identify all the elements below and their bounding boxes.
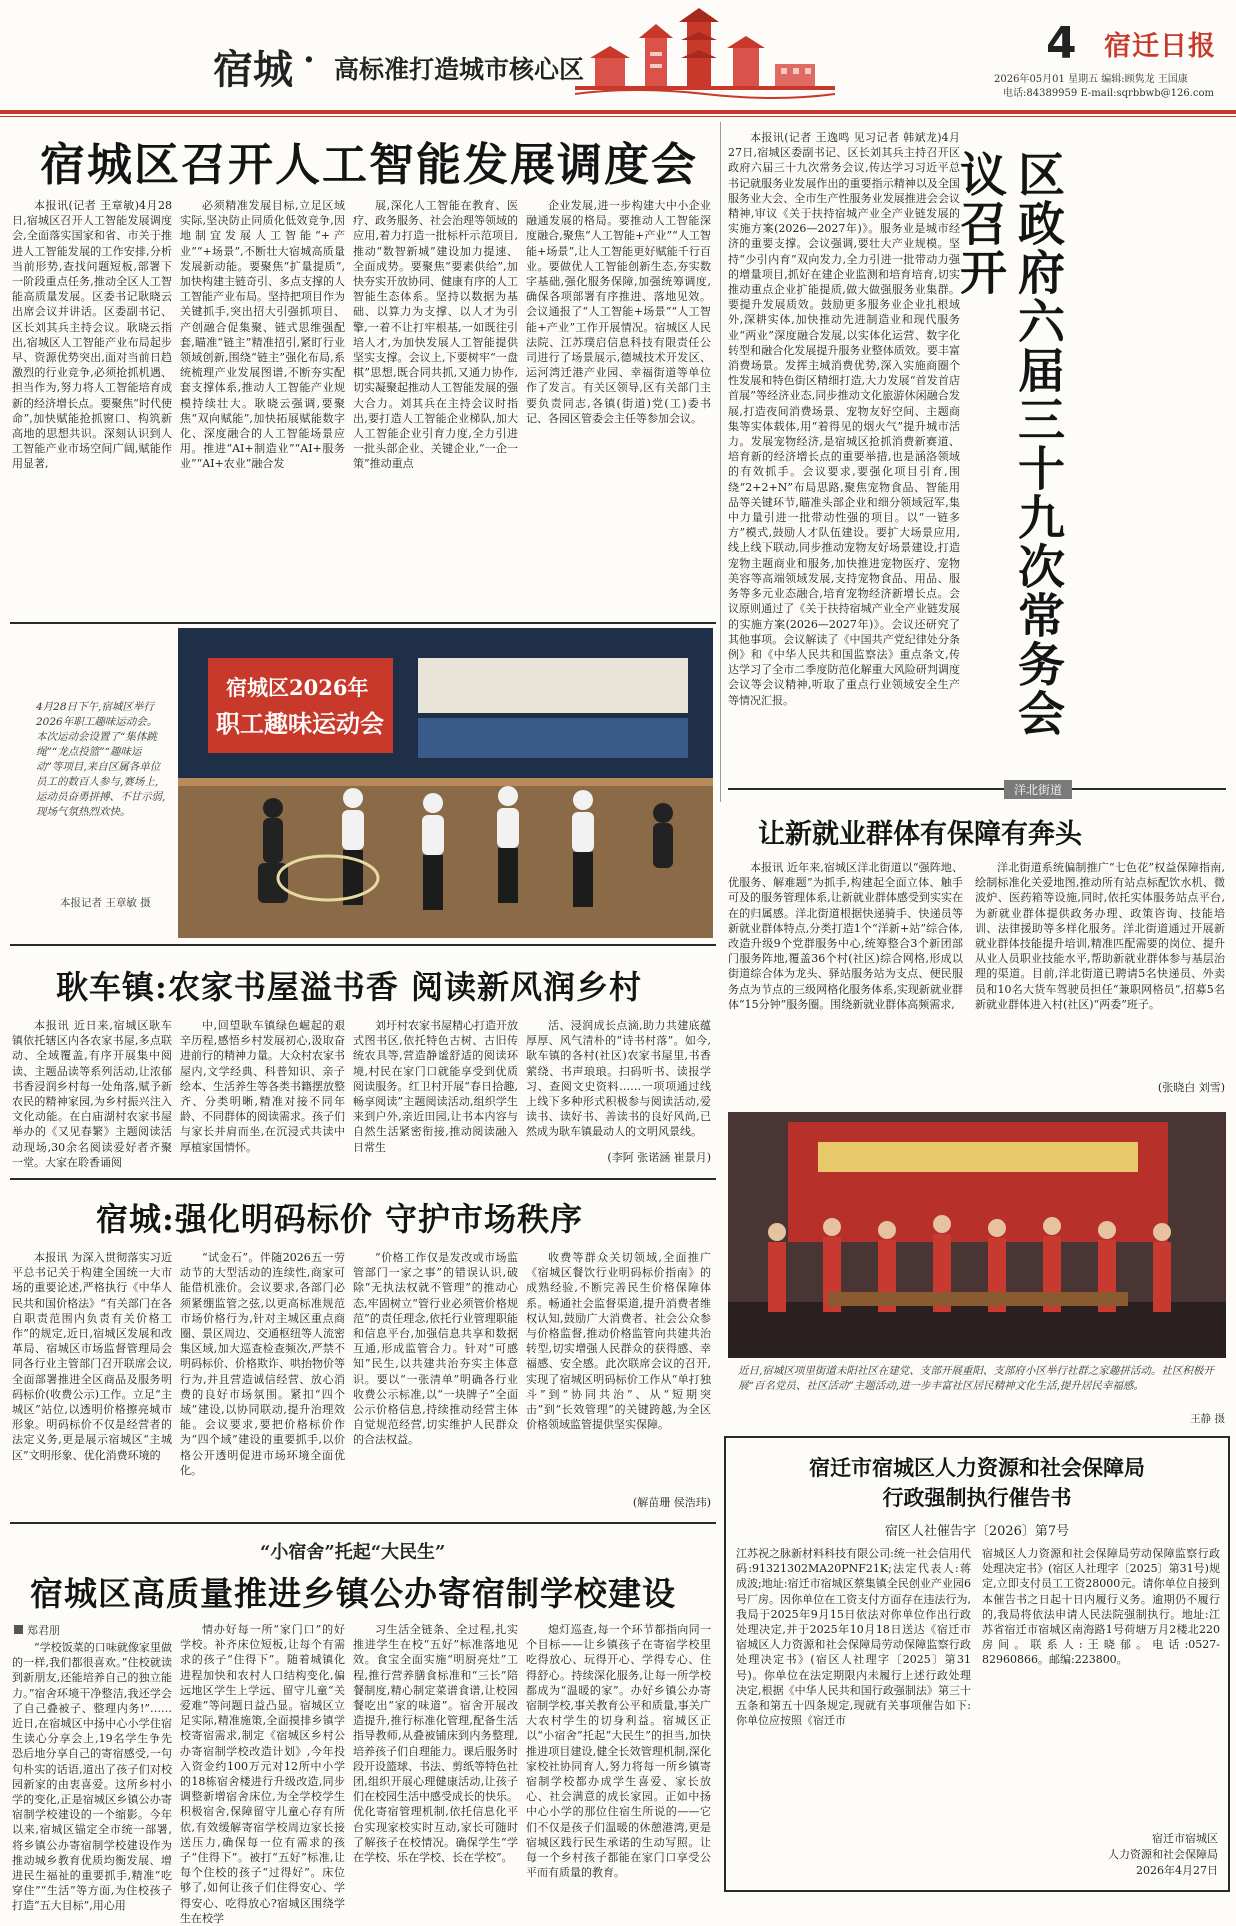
masthead [0,0,1236,116]
masthead-rule-thin [0,116,1236,117]
notice-doc-number: 宿区人社催告字〔2026〕第7号 [884,1524,1070,1539]
community-event-photo [728,1112,1226,1358]
article4-col3: 刘圩村农家书屋精心打造开放式图书区,依托特色古树、古旧传统农具等,营造静谧舒适的阅读环境,村民在家门口就能享受到优质阅读服务。红卫村开展“春日拾趣,畅享阅读”主题阅读活动,组织学生来到户外,亲近田园,让书本内容与自然生活紧密衔接,推动阅读融入日常生 [353,1019,518,1154]
banner-line1: 宿城区2026年 [226,675,369,700]
section-rule-3 [10,944,716,946]
pagoda-illustration-icon [575,8,835,100]
article3-title: 让新就业群体有保障有奔头 [758,819,1082,850]
article5-col1: 本报讯 为深入贯彻落实习近平总书记关于构建全国统一大市场的重要论述,严格执行《中华人民共和国价格法》“有关部门在各自职责范围内负责有关价格工作”的规定,近日,宿城区发展和改革局、宿城区市场监督管理局会同各行业主管部门召开联席会议,全面部署推进全区商品及服务明码标价(收费公示)工作。立足“主城区”站位,以透明价格擦亮城市形象。明码标价不仅是经营者的法定义务,更是展示宿城区“主城区”文明形象、优化消费环境的 [12,1251,172,1462]
date-line: 2026年05月01 星期五 编辑:顾隽龙 王国康 [994,74,1188,85]
article6-col1: “学校饭菜的口味就像家里做的一样,我们都很喜欢。”住校就读到新朋友,还能培养自己的独立能力。”宿舍环境干净整洁,我还学会了自己叠被子、整理内务!”……近日,在宿城区中扬中心小学住宿生读心分享会上,19名学生争先恐后地分享自己的寄宿感受,一句句朴实的话语,道出了孩子们对校园新家的由衷喜爱。这所乡村小学的变化,正是宿城区乡镇公办寄宿制学校建设的一个缩影。今年以来,宿城区锚定全市统一部署,将乡镇公办寄宿制学校建设作为推动城乡教育优质均衡发展、增进民生福祉的重要抓手,精准“吃穿住”“生活”等方面,为住校孩子打造“五大目标”,用心用 [12,1641,172,1913]
notice-title-line1: 宿迁市宿城区人力资源和社会保障局 [809,1455,1145,1480]
column-divider [720,122,721,802]
notice-col2-text: 宿城区人力资源和社会保障局劳动保障监察行政处理决定书》(宿区人社理字〔2025〕第31号)规定,立即支付员工工资28000元。请你单位自接到本催告书之日起十日内履行义务。逾期仍不履行的,我局将依法申请人民法院强制执行。地址:江苏省宿迁市宿城区南海路1号荷塘万月2楼北220房间。联系人:王晓郁。电话:0527-82960866。邮编:223800。 [982,1547,1220,1667]
article4-col2: 中,回望耿车镇绿色崛起的艰辛历程,感悟乡村发展初心,汲取奋进前行的精神力量。大众村农家书屋内,文学经典、科普知识、亲子绘本、生活养生等各类书籍摆放整齐、分类明晰,精准对接不同年龄、不同群体的阅读需求。孩子们与家长并肩而坐,在沉浸式共读中厚植家国情怀。 [180,1019,345,1154]
masthead-slogan: 高标准打造城市核心区 [334,55,585,84]
article6-byline [14,1622,60,1638]
article5-title: 宿城:强化明码标价 守护市场秩序 [96,1200,583,1238]
photo1-credit: 本报记者 王章敏 摄 [60,897,151,909]
article5-col3: “价格工作仅是发改或市场监管部门一家之事”的错误认识,破除“无执法权就不管理”的推动心态,牢固树立“管行业必须管价格规范”的责任理念,依托行业管理职能和信息平台,加强信息共享和数据互通,形成监管合力。针对“可感知”民生,以共建共治夯实主体意识。要以“一张清单”明确各行业收费公示标准,以“一块牌子”全面公示价格信息,持续推动经营主体自觉规范经营,切实维护人民群众的合法权益。 [353,1251,518,1447]
notice-col2 [982,1546,1220,1786]
section-rule-2 [728,788,1226,790]
contact-line: 电话:84389959 E-mail:sqrbbwb@126.com [1003,88,1214,99]
article3-col2: 洋北街道系统偏制推广“七色花”权益保障指南,绘制标准化关爱地图,推动所有站点标配饮水机、微波炉、医药箱等设施,同时,依托实体服务站点平台,为新就业群体提供政务办理、政策咨询、技能培训、法律援助等多样化服务。洋北街道通过开展新就业群体技能提升培训,精准匹配需要的岗位、提升从业人员职业技能水平,帮助新就业群体参与基层治理的渠道。目前,洋北街道已聘请5名快递员、外卖员和10名大货车驾驶员担任“兼职网格员”,招募5名新就业群体进入村(社区)“两委”班子。 [975,861,1225,1011]
notice-signer2: 人力资源和社会保障局 [1108,1848,1218,1861]
article1-col4: 企业发展,进一步构建大中小企业融通发展的格局。要推动人工智能深度融合,聚焦“人工智能+产业”“人工智能+场景”,让人工智能更好赋能千行百业。要做优人工智能创新生态,夯实数字基础,强化服务保障,加强统筹调度,确保各项部署有序推进、落地见效。会议通报了“人工智能+场景”“人工智能+产业”工作开展情况。宿城区人民法院、江苏璞启信息科技有限责任公司进行了场景展示,德城技术开发区、运河湾迁港产业园、幸福街道等单位作了发言。有关区领导,区有关部门主要负责同志,各镇(街道)党(工)委书记、各园区管委会主任等参加会议。 [526,199,711,425]
article6-col3: 习生活全链条、全过程,扎实推进学生在校“五好”标准落地见效。食宝全面实施“明厨亮灶”工程,推行营养膳食标准和“三长”陪餐制度,精心制定菜谱食谱,让校园餐吃出“家的味道”。宿舍开展改造提升,推行标准化管理,配备生活指导教师,从叠被铺床到内务整理,培养孩子们自理能力。课后服务时段开设篮球、书法、剪纸等特色社团,组织开展心理健康活动,让孩子们在校园生活中感受成长的快乐。优化寄宿管理机制,依托信息化平台实现家校实时互动,家长可随时了解孩子在校情况。确保学生“学在学校、乐在学校、长在学校”。 [353,1623,518,1865]
masthead-district: 宿城 [213,46,293,93]
masthead-rule [0,110,1236,114]
photo1-caption-text: 4月28日下午,宿城区举行2026年职工趣味运动会。本次运动会设置了“集体跳绳”“龙点投篮”“趣味运动”等项目,来自区属各单位员工的数百人参与,赛场上,运动员奋勇拼搏、不甘示弱,现场气氛热烈欢快。 [36,701,166,818]
article6-title: 宿城区高质量推进乡镇公办寄宿制学校建设 [30,1574,676,1613]
article4-credit: (李阿 张诺涵 崔景月) [607,1151,711,1164]
article3-credit: (张晓白 刘雪) [1157,1081,1225,1094]
article5-col4: 收费等群众关切领域,全面推广《宿城区餐饮行业明码标价指南》的成熟经验,不断完善民生价格保障体系。畅通社会监督渠道,提升消费者维权认知,鼓励广大消费者、社会公众参与价格监督,推动价格监管向共建共治转型,切实增强人民群众的获得感、幸福感、安全感。此次联席会议的召开,实现了宿城区明码标价工作从“单打独斗”到“协同共治”、从“短期突击”到“长效管理”的关键跨越,为全区价格领域监管提供坚实保障。 [526,1251,711,1432]
photo1-caption [36,700,166,890]
article4-title: 耿车镇:农家书屋溢书香 阅读新风润乡村 [56,968,642,1006]
section-rule-1 [10,622,716,624]
section-rule-4 [10,1178,716,1180]
article1-col1: 本报讯(记者 王章敏)4月28日,宿城区召开人工智能发展调度会,全面落实国家和省、市关于推进人工智能发展的工作安排,分析当前形势,查找问题短板,部署下一阶段重点任务,推动全区人工智能高质量发展。区委书记耿晓云出席会议并讲话。区委副书记、区长刘其兵主持会议。耿晓云指出,宿城区人工智能产业布局起步早、资源优势突出,面对当前日趋激烈的行业竞争,必须抢抓机遇、担当作为,努力将人工智能培育成新的经济增长点。要聚焦“时代使命”,加快赋能抢抓窗口、构筑新高地的思想共识。深刻认识到人工智能产业市场空间广阔,赋能作用显著, [12,199,172,471]
notice-sign-date: 2026年4月27日 [1136,1864,1218,1877]
article2-vertical-title: 区政府六届三十九次常务会议召开 [952,150,1065,738]
article6-byline-text: 郑君朋 [27,1624,60,1637]
article3-col1: 本报讯 近年来,宿城区洋北街道以“强阵地、优服务、解难题”为抓手,构建起全面立体、触手可及的服务管理体系,让新就业群体感受到实实在在的归属感。洋北街道根据快递骑手、快递员等新就业群体特点,分类打造1个“洋新+站”综合体,改造升级9个党群服务中心,统筹整合3个新团部门服务阵地,覆盖36个村(社区)综合网格,形成以街道综合体为龙头、驿站服务站为支点、便民服务点为节点的三级网格化服务体系,实现新就业群体“15分钟”服务圈。围绕新就业群体高频需求, [728,861,963,1011]
notice-col1-text: 江苏祝之脉新材料科技有限公司:统一社会信用代码:91321302MA20PNF21K;法定代表人:蒋成波;地址:宿迁市宿城区蔡集镇全民创业产业园6号厂房。因你单位在工资支付方面存在违法行为,我局于2025年9月15日依法对你单位作出行政处理决定,并于2025年10月18日送达《宿迁市宿城区人力资源和社会保障局劳动保障监察行政处理决定书》(宿区人社理字〔2025〕第31号)。你单位在法定期限内未履行上述行政处理决定,根据《中华人民共和国行政强制法》第三十五条和第五十四条规定,现就有关事项催告如下:你单位应按照《宿迁市 [736,1547,971,1728]
article6-col2: 情办好每一所“家门口”的好学校。补齐床位短板,让每个有需求的孩子“住得下”。随着城镇化进程加快和农村人口结构变化,偏远地区学生上学远、留守儿童“关爱难”等问题日益凸显。宿城区立足实际,精准施策,全面摸排乡镇学校寄宿需求,制定《宿城区乡村公办寄宿制学校改造计划》,今年投入资金约100万元对12所中小学的18栋宿舍楼进行升级改造,同步调整新增宿舍床位,为全学校学生积极宿舍,保障留守儿童心存有所依,有效缓解寄宿学校周边家长接送压力,确保每一位有需求的孩子“住得下”。被打“五好”标准,让每个住校的孩子“过得好”。床位够了,如何让孩子们住得安心、学得安心、吃得放心?宿城区围绕学生在校学 [180,1623,345,1925]
banner-line2: 职工趣味运动会 [216,709,384,738]
article4-col4: 活、浸润成长点滴,助力共建底蕴厚厚、风气清朴的“诗书村落”。如今,耿车镇的各村(社区)农家书屋里,书香萦绕、书声琅琅。扫码听书、读报学习、查阅文史资料……一项项通过线上线下多种形式积极参与阅读活动,爱读书、读好书、善读书的良好风尚,已然成为耿车镇最动人的文明风景线。 [526,1019,711,1139]
masthead-dot: · [303,40,315,80]
community-event-photo-illustration [728,1112,1226,1358]
notice-title-line2: 行政强制执行催告书 [882,1485,1072,1510]
notice-col1 [736,1546,971,1886]
article5-credit: (解苗珊 侯浩玮) [632,1496,711,1509]
article4-col1: 本报讯 近日来,宿城区耿车镇依托辖区内各农家书屋,多点联动、全域覆盖,有序开展集中阅读、主题品读等系列活动,让浓郁书香浸润乡村每一处角落,赋予新农民的精神家园,为乡村振兴注入文化动能。在白庙湖村农家书屋举办的《又见春繁》主题阅读活动现场,30余名阅读爱好者齐聚一堂。大家在聆香诵阅 [12,1019,172,1169]
article3-tag: 洋北街道 [1004,780,1072,799]
article2-body: 本报讯(记者 王逸鸣 见习记者 韩斌龙)4月27日,宿城区委副书记、区长刘其兵主持召开区政府六届三十九次常务会议,传达学习习近平总书记就服务业发展作出的重要指示精神以及全国服务业大会、全市生产性服务业发展推进会会议精神,审议《关于扶持宿城产业全产业链发展的实施方案(2026—2027年)》。服务业是城市经济的重要支撑。会议强调,要壮大产业规模。坚持“少引内育”双向发力,全力引进一批带动力强的增量项目,抓好在建企业监测和培育培育,切实推动重点企业扩能提质,做大做强服务业集群。要提升发展质效。鼓励更多服务业企业扎根域外,深耕实体,加快推动先进制造业和现代服务业“两业”深度融合发展,以实体化运营、数字化转型和融合化发展提升服务业整体质效。要丰富消费场景。发挥主城消费优势,深入实施商圈个性发展和特色街区精细打造,大力发展“首发首店首展”等经济业态,同步推动文化旅游休闲融合发展,打造夜间消费场景、宠物友好空间、主题商集等实体载体,用“着得见的烟火气”提升城市活力。发展宠物经济,是宿城区抢抓消费新赛道、培育新的经济增长点的重要举措,也是涵洛领域的有效抓手。会议要求,要强化项目引育,围绕“2+2+N”布局思路,聚焦宠物食品、智能用品等关键环节,瞄准头部企业和细分领域冠军,集中力量引进一批带动性强的项目。以“一链多方”模式,鼓励人才队伍建设。要扩大场景应用,线上线下联动,同步推动宠物友好场景建设,打造宠物主题商业和服务,加快推进宠物医疗、宠物美容等高端领域发展,支持宠物食品、用品、服务等多元业态融合,培育宠物经济新增长点。会议原则通过了《关于扶持宿城产业全产业链发展的实施方案(2026—2027年)》。会议还研究了其他事项。会议解读了《中国共产党纪律处分条例》和《中华人民共和国监察法》重点条文,传达学习了全市二季度防范化解重大风险研判调度会议等会议精神,听取了重点行业领域安全生产等情况汇报。 [728,131,960,707]
photo2-credit: 王静 摄 [1190,1413,1225,1425]
article1-title: 宿城区召开人工智能发展调度会 [40,138,699,191]
article6-col4: 熄灯巡查,每一个环节都指向同一个目标——让乡镇孩子在寄宿学校里吃得放心、玩得开心、学得专心、住得舒心。持续深化服务,让每一所学校都成为“温暖的家”。办好乡镇公办寄宿制学校,事关教育公平和质量,事关广大农村学生的切身利益。宿城区正以“小宿舍”托起“大民生”的担当,加快推进项目建设,健全长效管理机制,深化家校社协同育人,努力将每一所乡镇寄宿制学校都办成学生喜爱、家长放心、社会满意的成长家园。正如中扬中心小学的那位住宿生所说的——它们不仅是孩子们温暖的休憩港湾,更是宿城区践行民生承诺的生动写照。让每一个乡村孩子都能在家门口享受公平而有质量的教育。 [526,1623,711,1880]
photo2-caption [738,1364,1223,1412]
article5-col2: “试金石”。伴随2026五一劳动节的大型活动的连续性,商家可能借机涨价。会议要求,各部门必须紧绷监管之弦,以更高标准规范市场价格行为,针对主城区重点商圈、景区周边、交通枢纽等人流密集区域,加大巡查检查频次,严禁不明码标价、价格欺诈、哄抬物价等行为,并且营造诚信经营、放心消费的良好市场氛围。紧扣“四个域”建设,以协同联动,提升治理效能。会议要求,要把价格标价作为“四个域”建设的重要抓手,以价格公开透明促进市场环境全面优化。 [180,1251,345,1477]
photo2-caption-text: 近日,宿城区项里街道未阳社区在建党、支部开展重阳、支部府小区举行社群之家趣拼活动。社区积极开展“百名党员、社区活动”主题活动,进一步丰富社区居民精神文化生活,提升居民幸福感。 [738,1365,1214,1392]
article1-col2: 必须精准发展目标,立足区域实际,坚决防止同质化低效竞争,因地制宜发展人工智能“+产业”“+场景”,不断壮大宿城高质量发展新动能。要聚焦“扩量提质”,加快构建主链奇引、多点支撑的人工智能产业布局。坚持把项目作为关键抓手,突出招大引强抓项目、产创融合促集聚、链式思维强配套,瞄准“链主”精准招引,紧盯行业领域创新,围绕“链主”强化布局,系统梳理产业发展图谱,不断夯实配套支撑体系,推动人工智能产业规模持续壮大。耿晓云强调,要聚焦“双向赋能”,加快拓展赋能数字化、深度融合的人工智能场景应用。推进“AI+制造业”“AI+服务业”“AI+农业”融合发 [180,199,345,471]
sports-meet-photo [178,628,713,938]
article1-col3: 展,深化人工智能在教育、医疗、政务服务、社会治理等领域的应用,着力打造一批标杆示范项目,推动“数智新城”建设加力提速、全面成势。要聚焦“要素供给”,加快夯实开放协同、健康有序的人工智能生态体系。坚持以数据为基础、以算力为支撑、以人才为引擎,一着不让打牢根基,一如既往引培人才,为加快发展人工智能提供坚实支撑。会议上,下要树牢“一盘棋”思想,既合同共抓,又通力协作,切实凝聚起推动人工智能发展的强大合力。刘其兵在主持会议时指出,要打造人工智能企业梯队,加大人工智能企业引育力度,全力引进一批头部企业、关键企业,“一企一策”推动重点 [353,199,518,471]
paper-name-logo: 宿迁日报 [1104,31,1216,62]
byline-icon [14,1625,23,1634]
page-number: 4 [1046,18,1077,69]
notice-signer1: 宿迁市宿城区 [1152,1832,1218,1845]
article6-kicker: “小宿舍”托起“大民生” [260,1542,446,1563]
section-rule-5 [10,1522,716,1524]
